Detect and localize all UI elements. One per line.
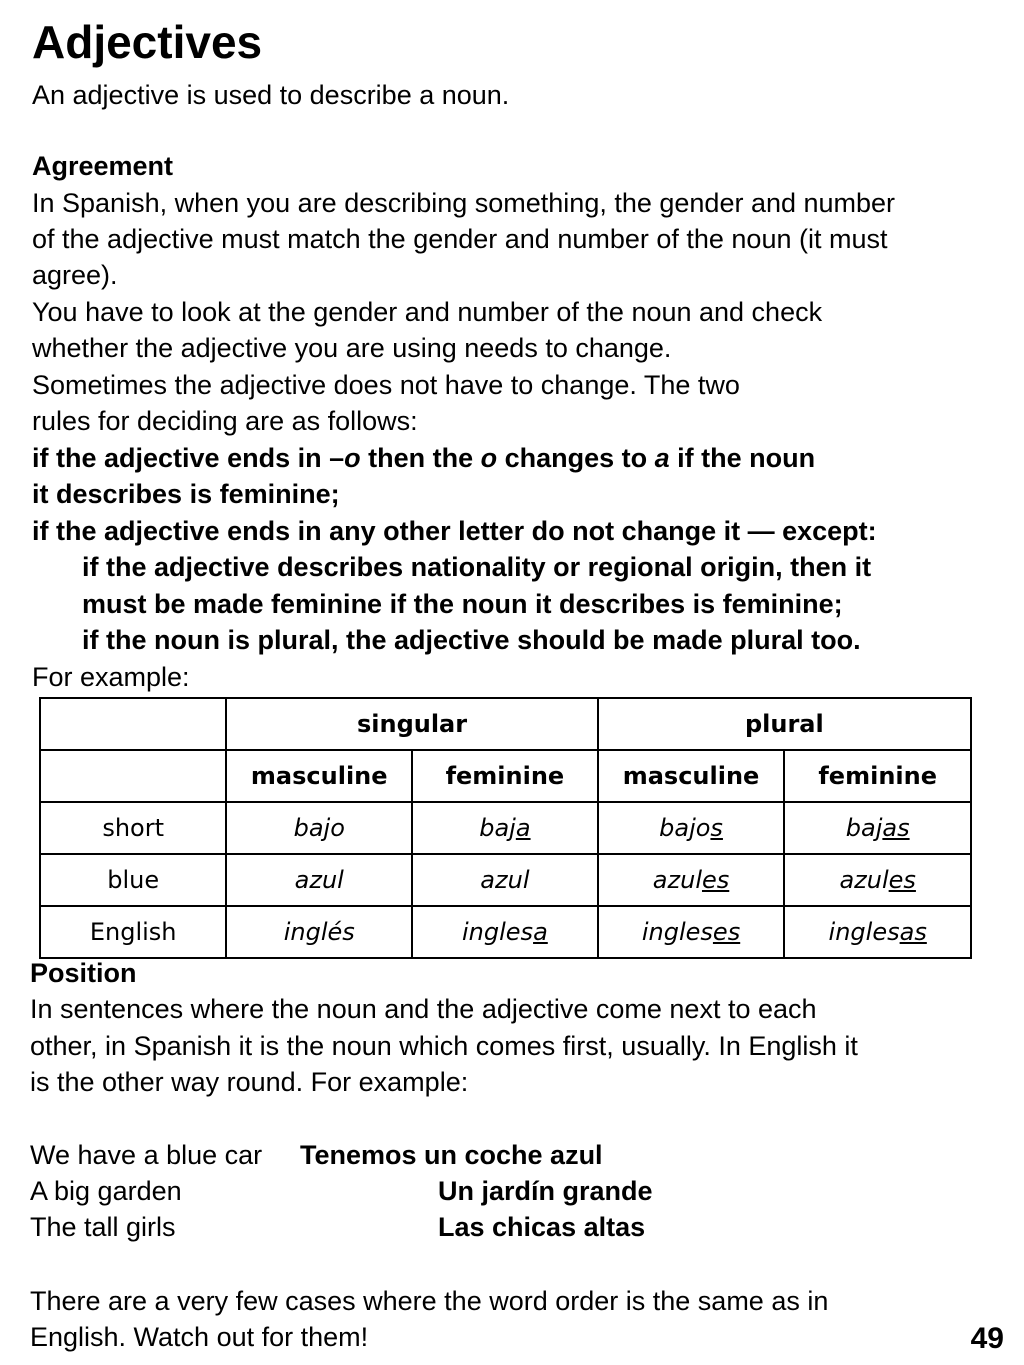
example-english: We have a blue car [30, 1140, 263, 1170]
table-row [40, 854, 971, 906]
adjective-table [39, 697, 972, 959]
table-row [40, 906, 971, 958]
example-spanish: Tenemos un coche azul [300, 1140, 603, 1170]
table-cell: inglesas [784, 906, 971, 958]
closing-line: There are a very few cases where the word order is the same as in [30, 1286, 829, 1316]
table-row [40, 802, 971, 854]
rule-1-continued: it describes is feminine; [32, 479, 340, 509]
rule-2-exception: if the noun is plural, the adjective should be made plural too. [82, 625, 861, 655]
table-cell: azules [784, 854, 971, 906]
table-subheader-row [40, 750, 971, 802]
intro-text: An adjective is used to describe a noun. [32, 80, 510, 110]
table-cell: bajos [598, 802, 785, 854]
closing-line: English. Watch out for them! [30, 1322, 369, 1352]
table-cell: inglés [226, 906, 412, 958]
page-title: Adjectives [32, 16, 263, 68]
agreement-line: whether the adjective you are using needs to change. [32, 333, 672, 363]
subheader-feminine: feminine [412, 750, 598, 802]
table-cell: azules [598, 854, 785, 906]
rule-2-exception: must be made feminine if the noun it describes is feminine; [82, 589, 843, 619]
row-label: short [40, 802, 226, 854]
position-line: In sentences where the noun and the adjective come next to each [30, 994, 817, 1024]
subheader-masculine: masculine [598, 750, 785, 802]
for-example-label: For example: [32, 662, 190, 692]
position-line: is the other way round. For example: [30, 1067, 469, 1097]
table-corner-cell [40, 750, 226, 802]
table-header-row [40, 698, 971, 750]
position-line: other, in Spanish it is the noun which comes first, usually. In English it [30, 1031, 858, 1061]
agreement-line: agree). [32, 260, 118, 290]
header-plural: plural [598, 698, 971, 750]
agreement-heading: Agreement [32, 151, 174, 181]
example-spanish: Las chicas altas [438, 1212, 646, 1242]
page-number: 49 [970, 1322, 1004, 1355]
subheader-masculine: masculine [226, 750, 412, 802]
rule-2: if the adjective ends in any other letter do not change it — except: [32, 516, 877, 546]
example-spanish: Un jardín grande [438, 1176, 653, 1206]
agreement-line: Sometimes the adjective does not have to change. The two [32, 370, 740, 400]
row-label: blue [40, 854, 226, 906]
table-cell: inglesa [412, 906, 598, 958]
table-cell: bajas [784, 802, 971, 854]
table-corner-cell [40, 698, 226, 750]
agreement-line: In Spanish, when you are describing something, the gender and number [32, 188, 896, 218]
agreement-line: of the adjective must match the gender and number of the noun (it must [32, 224, 888, 254]
position-heading: Position [30, 958, 137, 988]
table-cell: baja [412, 802, 598, 854]
rule-1: if the adjective ends in –o then the o changes to a if the noun [32, 443, 816, 473]
example-english: A big garden [30, 1176, 182, 1206]
header-singular: singular [226, 698, 597, 750]
row-label: English [40, 906, 226, 958]
rule-2-exception: if the adjective describes nationality or regional origin, then it [82, 552, 872, 582]
agreement-line: You have to look at the gender and number of the noun and check [32, 297, 823, 327]
agreement-line: rules for deciding are as follows: [32, 406, 418, 436]
example-english: The tall girls [30, 1212, 176, 1242]
table-cell: ingleses [598, 906, 785, 958]
table-cell: azul [412, 854, 598, 906]
table-cell: bajo [226, 802, 412, 854]
table-cell: azul [226, 854, 412, 906]
subheader-feminine: feminine [784, 750, 971, 802]
